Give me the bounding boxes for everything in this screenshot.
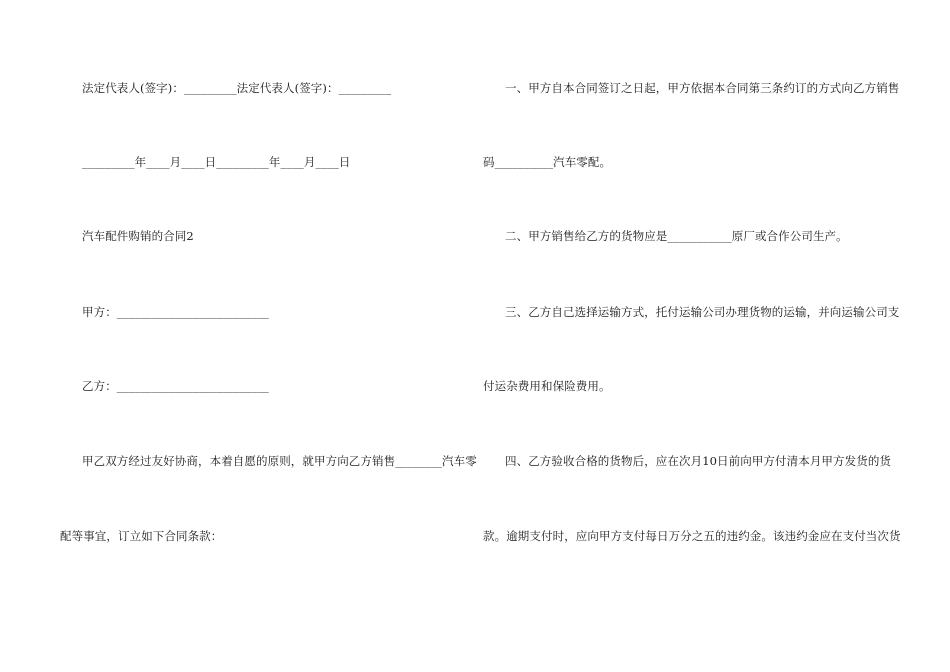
clause-3-line-2: 付运杂费用和保险费用。 [483,379,611,393]
intro-paragraph-line-2: 配等事宜，订立如下合同条款： [60,529,223,543]
party-a-line: 甲方：__________________________ [82,305,269,319]
clause-2-line-1: 二、甲方销售给乙方的货物应是___________原厂或合作公司生产。 [505,229,848,243]
signature-line: 法定代表人(签字)：_________法定代表人(签字)：_________ [82,81,392,95]
clause-3-line-1: 三、乙方自己选择运输方式，托付运输公司办理货物的运输，并向运输公司支 [505,305,900,319]
clause-1-line-2: 码__________汽车零配。 [483,155,612,169]
intro-paragraph-line-1: 甲乙双方经过友好协商，本着自愿的原则，就甲方向乙方销售________汽车零 [82,454,477,468]
contract-title: 汽车配件购销的合同2 [82,229,194,243]
date-line: _________年____月____日_________年____月____日 [82,155,351,169]
clause-1-line-1: 一、甲方自本合同签订之日起，甲方依据本合同第三条约订的方式向乙方销售 [505,81,900,95]
clause-4-line-2: 款。逾期支付时，应向甲方支付每日万分之五的违约金。该违约金应在支付当次货 [483,529,901,543]
clause-4-line-1: 四、乙方验收合格的货物后，应在次月10日前向甲方付清本月甲方发货的货 [505,454,892,468]
party-b-line: 乙方：__________________________ [82,379,269,393]
